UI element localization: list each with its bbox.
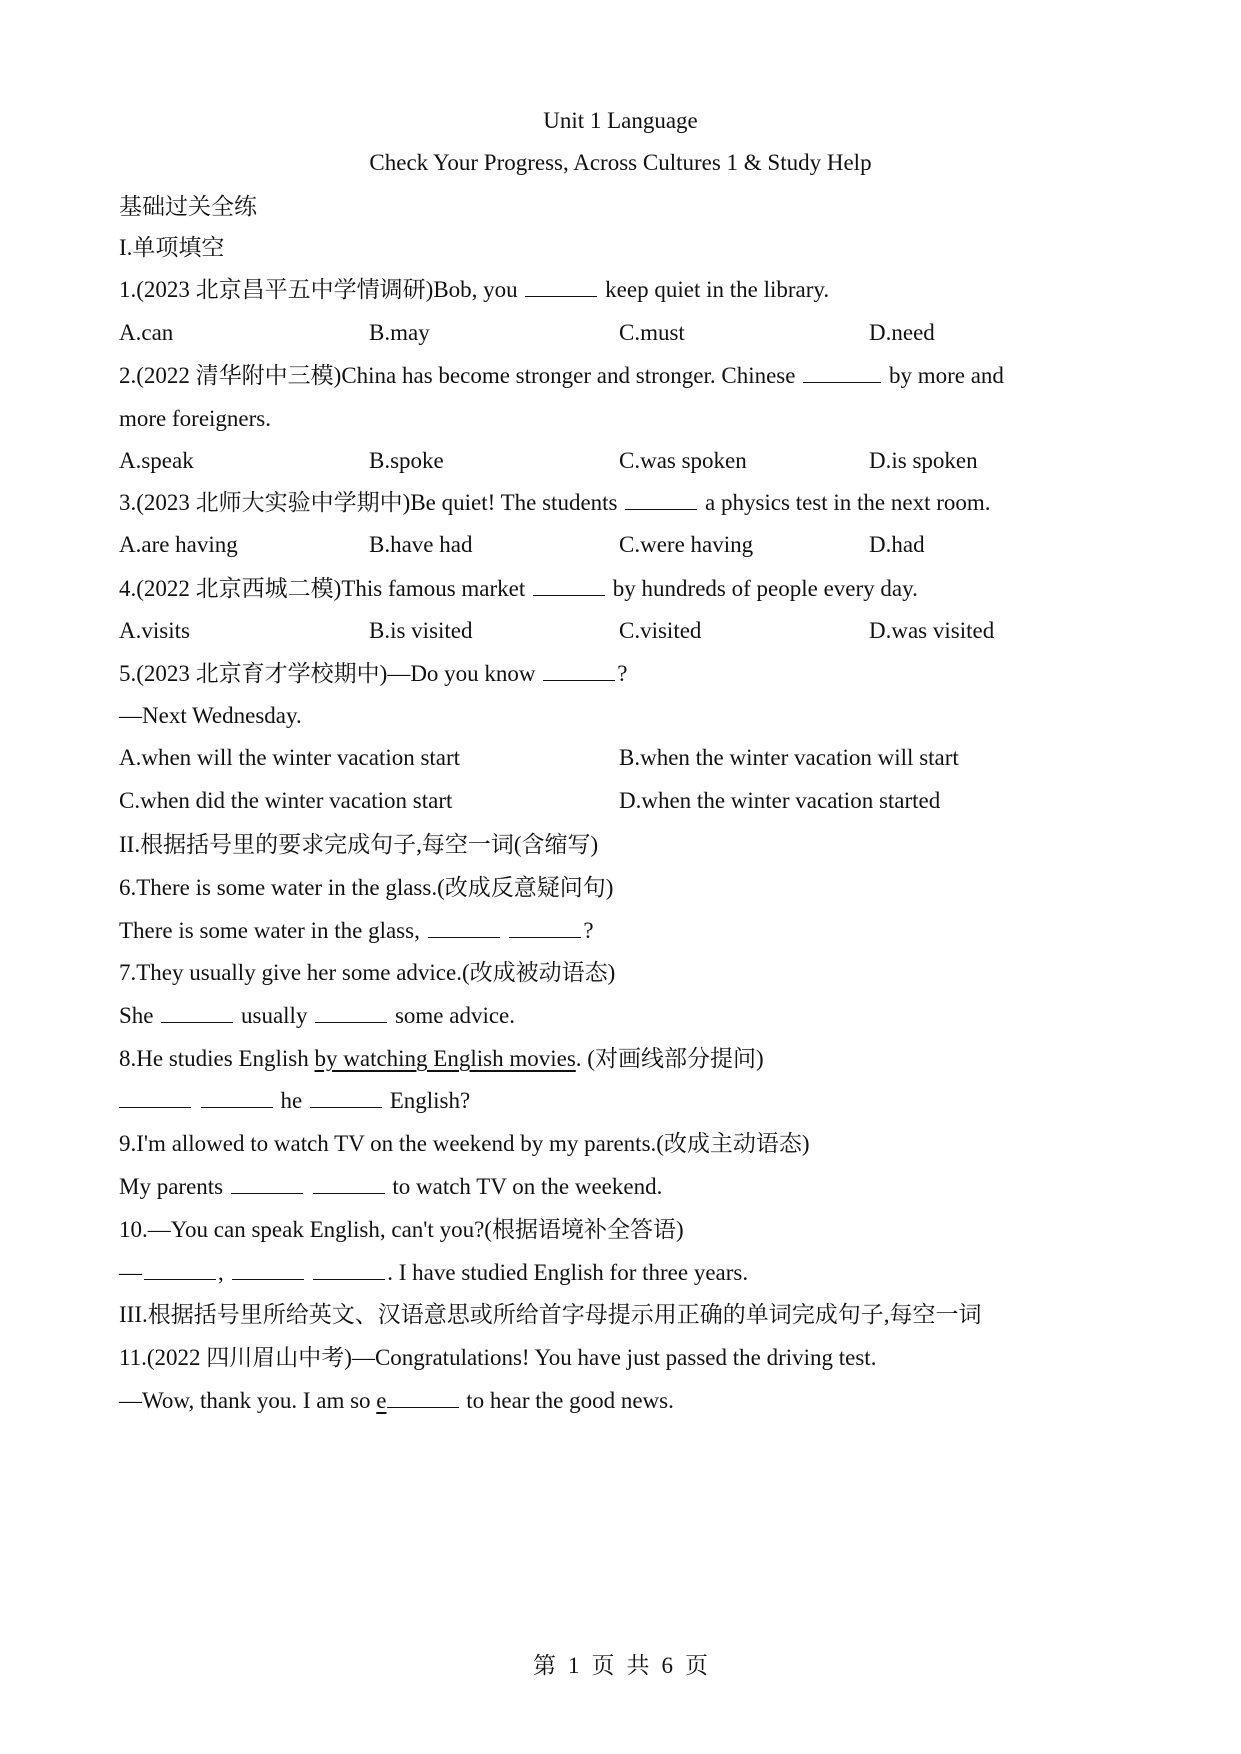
answer-blank[interactable] [313, 1259, 385, 1280]
option-c: C.must [619, 320, 685, 345]
option-c: C.visited [619, 618, 702, 643]
option-a: A.when will the winter vacation start [119, 745, 461, 770]
underlined-phrase: by watching English movies [314, 1046, 576, 1071]
option-a: A.are having [119, 532, 238, 557]
answer-blank[interactable] [310, 1087, 382, 1108]
page-subtitle: Check Your Progress, Across Cultures 1 & Study Help [369, 150, 872, 175]
answer-blank[interactable] [231, 1173, 303, 1194]
option-d: D.when the winter vacation started [619, 788, 941, 813]
section-heading: 基础过关全练 [119, 194, 257, 219]
answer-blank[interactable] [543, 660, 615, 681]
option-d: D.was visited [869, 618, 995, 643]
page-total: 6 [661, 1653, 673, 1678]
question-7-answer-line: She usually some advice. [119, 1003, 516, 1028]
question-8: 8.He studies English by watching English movies. (对画线部分提问) [119, 1046, 764, 1071]
page-title: Unit 1 Language [543, 108, 698, 133]
question-6: 6.There is some water in the glass.(改成反意疑问句) [119, 875, 614, 900]
option-a: A.can [119, 320, 174, 345]
question-2-continuation: more foreigners. [119, 406, 271, 431]
question-5: 5.(2023 北京育才学校期中)—Do you know ? [119, 661, 628, 686]
question-10: 10.—You can speak English, can't you?(根据语境补全答语) [119, 1217, 684, 1242]
initial-letter-hint: e [376, 1388, 387, 1413]
page-number: 1 [568, 1653, 580, 1678]
answer-blank[interactable] [533, 575, 605, 596]
question-4: 4.(2022 北京西城二模)This famous market by hundreds of people every day. [119, 576, 918, 601]
part-heading-2: II.根据括号里的要求完成句子,每空一词(含缩写) [119, 832, 599, 857]
option-d: D.is spoken [869, 448, 978, 473]
option-c: C.was spoken [619, 448, 747, 473]
question-11-answer-line: —Wow, thank you. I am so e to hear the good news. [119, 1388, 674, 1413]
question-11: 11.(2022 四川眉山中考)—Congratulations! You have just passed the driving test. [119, 1345, 877, 1370]
answer-blank[interactable] [525, 276, 597, 297]
question-8-answer-line: he English? [119, 1086, 1122, 1116]
answer-blank[interactable] [201, 1087, 273, 1108]
question-9: 9.I'm allowed to watch TV on the weekend by my parents.(改成主动语态) [119, 1131, 810, 1156]
answer-blank[interactable] [625, 489, 697, 510]
answer-blank[interactable] [509, 917, 581, 938]
option-c: C.when did the winter vacation start [119, 788, 453, 813]
option-d: D.need [869, 320, 935, 345]
question-1: 1.(2023 北京昌平五中学情调研)Bob, you keep quiet in the library. [119, 277, 830, 302]
answer-blank[interactable] [161, 1002, 233, 1023]
part-heading-1: I.单项填空 [119, 235, 225, 260]
option-b: B.is visited [369, 618, 473, 643]
question-7: 7.They usually give her some advice.(改成被动语态) [119, 960, 616, 985]
answer-blank[interactable] [315, 1002, 387, 1023]
answer-blank[interactable] [144, 1259, 216, 1280]
answer-blank[interactable] [428, 917, 500, 938]
answer-blank[interactable] [803, 362, 881, 383]
part-heading-3: III.根据括号里所给英文、汉语意思或所给首字母提示用正确的单词完成句子,每空一词 [119, 1302, 982, 1327]
option-b: B.may [369, 320, 430, 345]
option-a: A.visits [119, 618, 190, 643]
option-b: B.have had [369, 532, 473, 557]
page-footer: 第 1 页 共 6 页 [533, 1653, 708, 1678]
option-a: A.speak [119, 448, 194, 473]
question-3: 3.(2023 北师大实验中学期中)Be quiet! The students a physics test in the next room. [119, 490, 991, 515]
question-5-reply: —Next Wednesday. [119, 703, 302, 728]
answer-blank[interactable] [313, 1173, 385, 1194]
answer-blank[interactable] [119, 1087, 191, 1108]
answer-blank[interactable] [232, 1259, 304, 1280]
question-2: 2.(2022 清华附中三模)China has become stronger and stronger. Chinese by more and [119, 363, 1004, 388]
question-6-answer-line: There is some water in the glass, ? [119, 918, 594, 943]
option-b: B.spoke [369, 448, 444, 473]
question-10-answer-line: — , . I have studied English for three years. [119, 1260, 749, 1285]
option-d: D.had [869, 532, 925, 557]
option-b: B.when the winter vacation will start [619, 745, 959, 770]
question-9-answer-line: My parents to watch TV on the weekend. [119, 1174, 663, 1199]
answer-blank[interactable] [387, 1387, 459, 1408]
option-c: C.were having [619, 532, 754, 557]
